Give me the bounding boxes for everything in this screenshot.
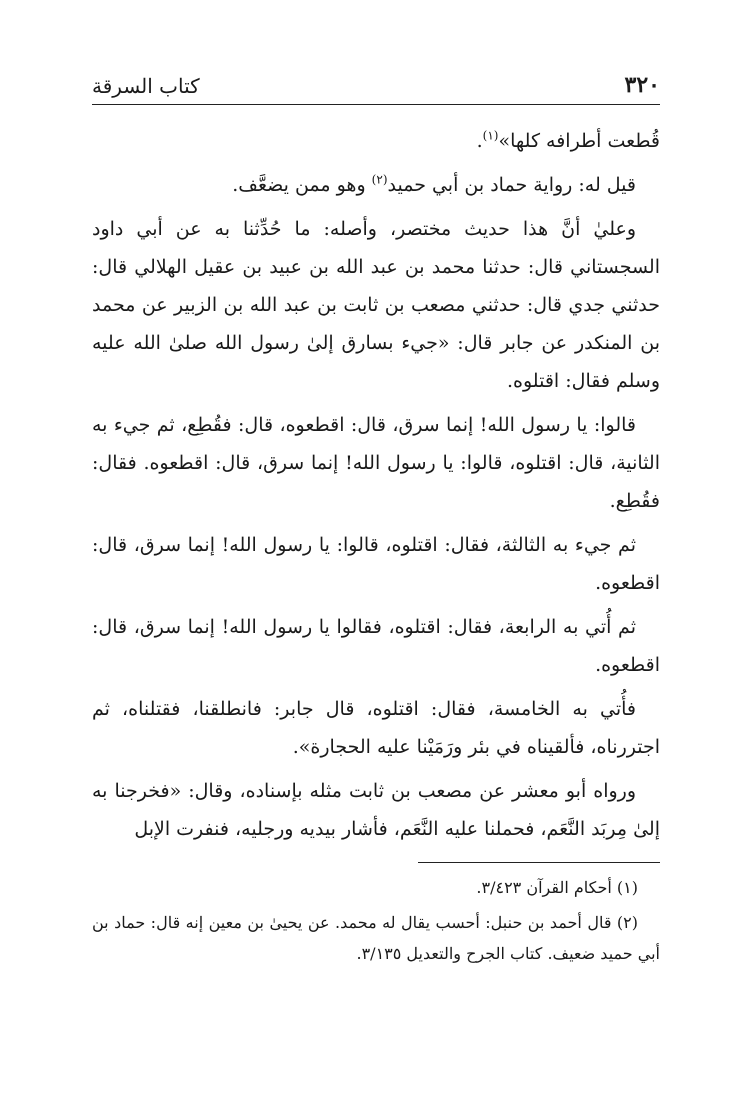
paragraph-4: قالوا: يا رسول الله! إنما سرق، قال: اقطعوه، قال: فقُطِع، ثم جيء به الثانية، قال: اقتلوه، قالوا: يا رسول الله! إنما سرق، قال: اقطعوه. فقال: فقُطِع. <box>92 414 660 512</box>
running-title: كتاب السرقة <box>92 74 200 98</box>
paragraph-7: فأُتي به الخامسة، فقال: اقتلوه، قال جابر: فانطلقنا، فقتلناه، ثم اجتررناه، فألقيناه في بئر ورَمَيْنا عليه الحجارة». <box>92 698 660 758</box>
paragraph-8: ورواه أبو معشر عن مصعب بن ثابت مثله بإسناده، وقال: «فخرجنا به إلىٰ مِربَد النَّعَم، فحملنا عليه النَّعَم، فأشار بيديه ورجليه، فنفرت الإبل <box>92 780 660 840</box>
paragraph-6: ثم أُتي به الرابعة، فقال: اقتلوه، فقالوا يا رسول الله! إنما سرق، قال: اقطعوه. <box>92 616 660 676</box>
page-number: ٣٢٠ <box>624 72 660 98</box>
footnotes <box>92 872 660 973</box>
paragraph-3: وعليٰ أنَّ هذا حديث مختصر، وأصله: ما حُدِّثنا به عن أبي داود السجستاني قال: حدثنا محمد بن عبد الله بن عبيد بن عقيل الهلالي قال: حدثني جدي قال: حدثني مصعب بن ثابت بن عبد الله بن الزبير عن محمد بن المنكدر عن جابر قال: «جيء بسارق إلىٰ رسول الله صلىٰ الله عليه وسلم فقال: اقتلوه. <box>92 218 660 392</box>
footnote-ref-1: (١) <box>482 128 499 143</box>
footnote-1: (١) أحكام القرآن ٣/٤٢٣. <box>476 878 638 897</box>
footnote-divider <box>418 862 660 863</box>
main-text <box>92 122 660 854</box>
paragraph-2-text: قيل له: رواية حماد بن أبي حميد <box>387 174 636 196</box>
header-divider <box>92 104 660 105</box>
paragraph-1-text: قُطعت أطرافه كلها» <box>498 130 660 152</box>
footnote-ref-2: (٢) <box>371 172 388 187</box>
page-header <box>92 68 660 102</box>
footnote-2: (٢) قال أحمد بن حنبل: أحسب يقال له محمد. عن يحيىٰ بن معين إنه قال: حماد بن أبي حميد ضعيف. كتاب الجرح والتعديل ٣/١٣٥. <box>92 913 660 963</box>
paragraph-2-end: وهو ممن يضعَّف. <box>232 174 372 196</box>
paragraph-5: ثم جيء به الثالثة، فقال: اقتلوه، قالوا: يا رسول الله! إنما سرق، قال: اقطعوه. <box>92 534 660 594</box>
paragraph-2 <box>92 166 660 204</box>
paragraph-1 <box>92 122 660 160</box>
paragraph-1-end: . <box>476 130 483 152</box>
